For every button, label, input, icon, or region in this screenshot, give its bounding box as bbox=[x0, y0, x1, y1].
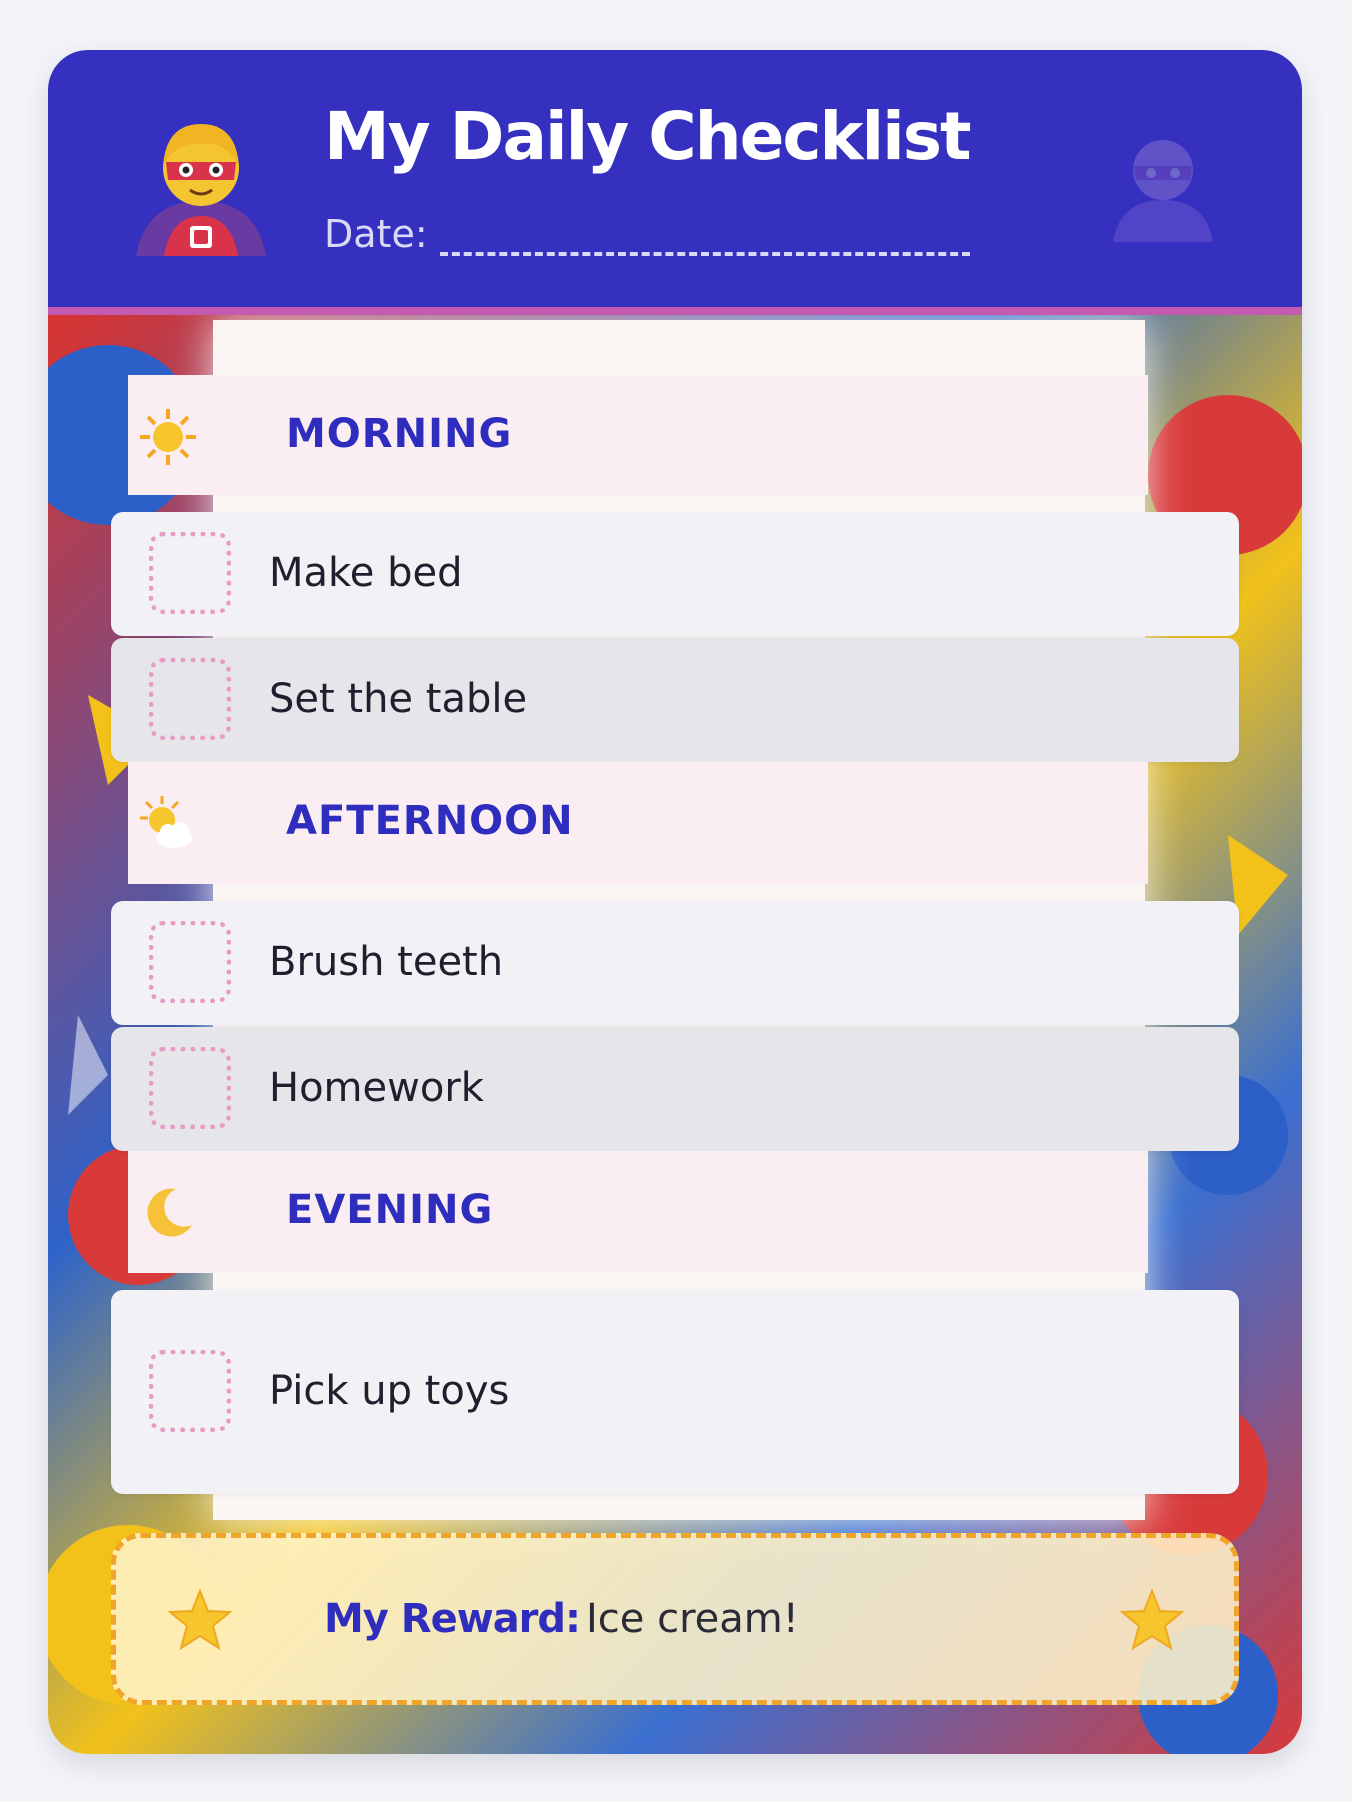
star-icon bbox=[1120, 1588, 1184, 1652]
section-afternoon bbox=[128, 762, 1148, 884]
reward-box bbox=[111, 1533, 1239, 1705]
item-label: Make bed bbox=[269, 550, 463, 596]
section-label: EVENING bbox=[286, 1187, 494, 1233]
list-item[interactable] bbox=[111, 638, 1239, 762]
sun-behind-cloud-icon bbox=[138, 794, 198, 854]
date-label: Date: bbox=[324, 212, 428, 256]
section-evening bbox=[128, 1151, 1148, 1273]
item-label: Brush teeth bbox=[269, 939, 504, 985]
date-field[interactable] bbox=[324, 212, 970, 256]
checkbox[interactable] bbox=[149, 1350, 231, 1432]
checkbox[interactable] bbox=[149, 658, 231, 740]
item-label: Pick up toys bbox=[269, 1368, 510, 1414]
section-label: AFTERNOON bbox=[286, 798, 574, 844]
reward-title: My Reward: bbox=[324, 1596, 581, 1642]
list-item[interactable] bbox=[111, 512, 1239, 636]
item-label: Set the table bbox=[269, 676, 528, 722]
superhero-icon bbox=[126, 106, 276, 256]
section-morning bbox=[128, 375, 1148, 495]
item-label: Homework bbox=[269, 1065, 484, 1111]
star-icon bbox=[168, 1588, 232, 1652]
header bbox=[48, 50, 1302, 315]
list-item[interactable] bbox=[111, 1027, 1239, 1151]
page-title: My Daily Checklist bbox=[324, 98, 970, 175]
superhero-icon bbox=[1108, 122, 1218, 242]
checklist-card bbox=[48, 50, 1302, 1754]
checkbox[interactable] bbox=[149, 921, 231, 1003]
sun-icon bbox=[138, 407, 198, 467]
list-item[interactable] bbox=[111, 1290, 1239, 1494]
date-blank-line[interactable] bbox=[440, 218, 970, 256]
reward-value[interactable]: Ice cream! bbox=[586, 1596, 799, 1642]
list-item[interactable] bbox=[111, 901, 1239, 1025]
section-label: MORNING bbox=[286, 411, 513, 457]
checkbox[interactable] bbox=[149, 1047, 231, 1129]
checkbox[interactable] bbox=[149, 532, 231, 614]
crescent-moon-icon bbox=[138, 1183, 198, 1243]
